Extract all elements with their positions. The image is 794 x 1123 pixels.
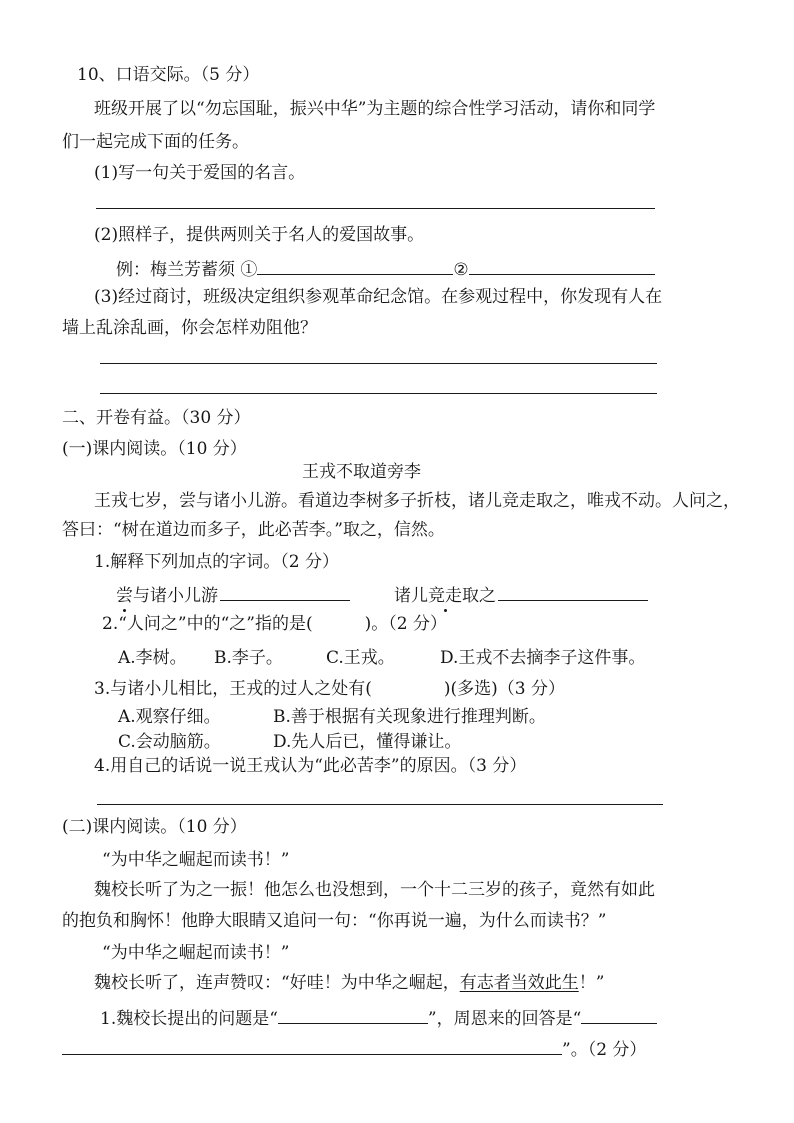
question-3-score: )(多选)（3 分） [443, 679, 565, 699]
q2-option-c: C.王戎。 [326, 648, 395, 668]
question-1: 1.解释下列加点的字词。（2 分） [94, 552, 339, 572]
q2-option-b: B.李子。 [214, 648, 283, 668]
passage2-line-5 [94, 971, 604, 995]
question-1-item-b [394, 582, 648, 608]
question-1-item-a [116, 582, 350, 608]
underlined-phrase: 有志者当效此生 [459, 973, 579, 993]
item-a-dotted-word: 尝 [116, 586, 133, 606]
passage-line-2: 答曰：“树在道边而多子，此必苦李。”取之，信然。 [62, 520, 445, 540]
q10-example-row [116, 256, 655, 282]
q10-sub-question-3-line-1: (3)经过商讨，班级决定组织参观革命纪念馆。在参观过程中，你发现有人在 [94, 287, 663, 307]
passage-title: 王戎不取道旁李 [302, 462, 421, 482]
q3-option-b: B.善于根据有关现象进行推理判断。 [273, 707, 546, 727]
q2-option-d: D.王戎不去摘李子这件事。 [440, 648, 646, 668]
item-b-suffix: 取之 [462, 586, 496, 606]
answer-line-sub1 [96, 208, 655, 209]
example-mark-2: ② [453, 260, 469, 280]
q10-sub-question-2: (2)照样子，提供两则关于名人的爱国故事。 [94, 225, 425, 245]
passage2-line-5-end: ！” [578, 973, 605, 993]
q10-intro-line-2: 们一起完成下面的任务。 [62, 132, 249, 152]
q10-intro-line-1: 班级开展了以“勿忘国耻，振兴中华”为主题的综合性学习活动，请你和同学 [94, 99, 656, 119]
answer-blank-question [278, 1005, 428, 1024]
section2-title: (二)课内阅读。（10 分） [62, 817, 247, 837]
answer-blank-story-2 [469, 256, 655, 275]
question-2 [102, 612, 447, 636]
q3-option-c: C.会动脑筋。 [118, 732, 221, 752]
answer-line-sub3-a [100, 363, 657, 364]
question-5-text: 1.魏校长提出的问题是“ [100, 1009, 278, 1029]
example-label: 例：梅兰芳蓄须 ① [116, 260, 258, 280]
passage2-line-4: “为中华之崛起而读书！” [102, 943, 290, 963]
question-5-score: ”。（2 分） [562, 1040, 647, 1060]
passage2-line-2: 魏校长听了为之一振！他怎么也没想到，一个十二三岁的孩子，竟然有如此 [94, 880, 655, 900]
q3-option-d: D.先人后已，懂得谦让。 [273, 732, 462, 752]
item-b-prefix: 诸儿 [394, 586, 428, 606]
q10-title: 10、口语交际。（5 分） [77, 65, 260, 85]
question-3-text: 3.与诸小儿相比，王戎的过人之处有( [94, 679, 372, 699]
q3-option-a: A.观察仔细。 [118, 707, 221, 727]
question-5-mid: ”，周恩来的回答是“ [427, 1009, 582, 1029]
answer-blank-item-b [498, 582, 648, 601]
question-2-text: 2.“人问之”中的“之”指的是( [102, 614, 313, 634]
question-2-score: )。（2 分） [364, 614, 447, 634]
passage2-line-1: “为中华之崛起而读书！” [102, 850, 290, 870]
section1-title: (一)课内阅读。（10 分） [62, 439, 247, 459]
passage2-line-5-text: 魏校长听了，连声赞叹：“好哇！为中华之崛起， [94, 973, 460, 993]
question-4: 4.用自己的话说一说王戎认为“此必苦李”的原因。（3 分） [94, 756, 527, 776]
part2-title: 二、开卷有益。（30 分） [62, 408, 251, 428]
q10-sub-question-3-line-2: 墙上乱涂乱画，你会怎样劝阻他？ [62, 318, 317, 338]
answer-blank-reply-start [581, 1005, 657, 1024]
answer-blank-story-1 [257, 256, 453, 275]
question-3 [94, 677, 565, 701]
answer-line-sub3-b [100, 393, 657, 394]
q2-option-a: A.李树。 [118, 648, 187, 668]
passage-line-1: 王戎七岁，尝与诸小儿游。看道边李树多子折枝，诸儿竞走取之，唯戎不动。人问之， [94, 491, 740, 511]
q10-sub-question-1: (1)写一句关于爱国的名言。 [94, 163, 306, 183]
item-a-suffix: 与诸小儿游 [133, 586, 218, 606]
answer-blank-item-a [220, 582, 350, 601]
answer-blank-reply [62, 1036, 562, 1055]
answer-line-q4 [97, 804, 663, 805]
question-5-continued [62, 1036, 646, 1062]
passage2-line-3: 的抱负和胸怀！他睁大眼睛又追问一句：“你再说一遍，为什么而读书？” [62, 911, 607, 931]
item-b-dotted-word: 竞走 [428, 586, 462, 606]
question-5 [100, 1005, 657, 1031]
